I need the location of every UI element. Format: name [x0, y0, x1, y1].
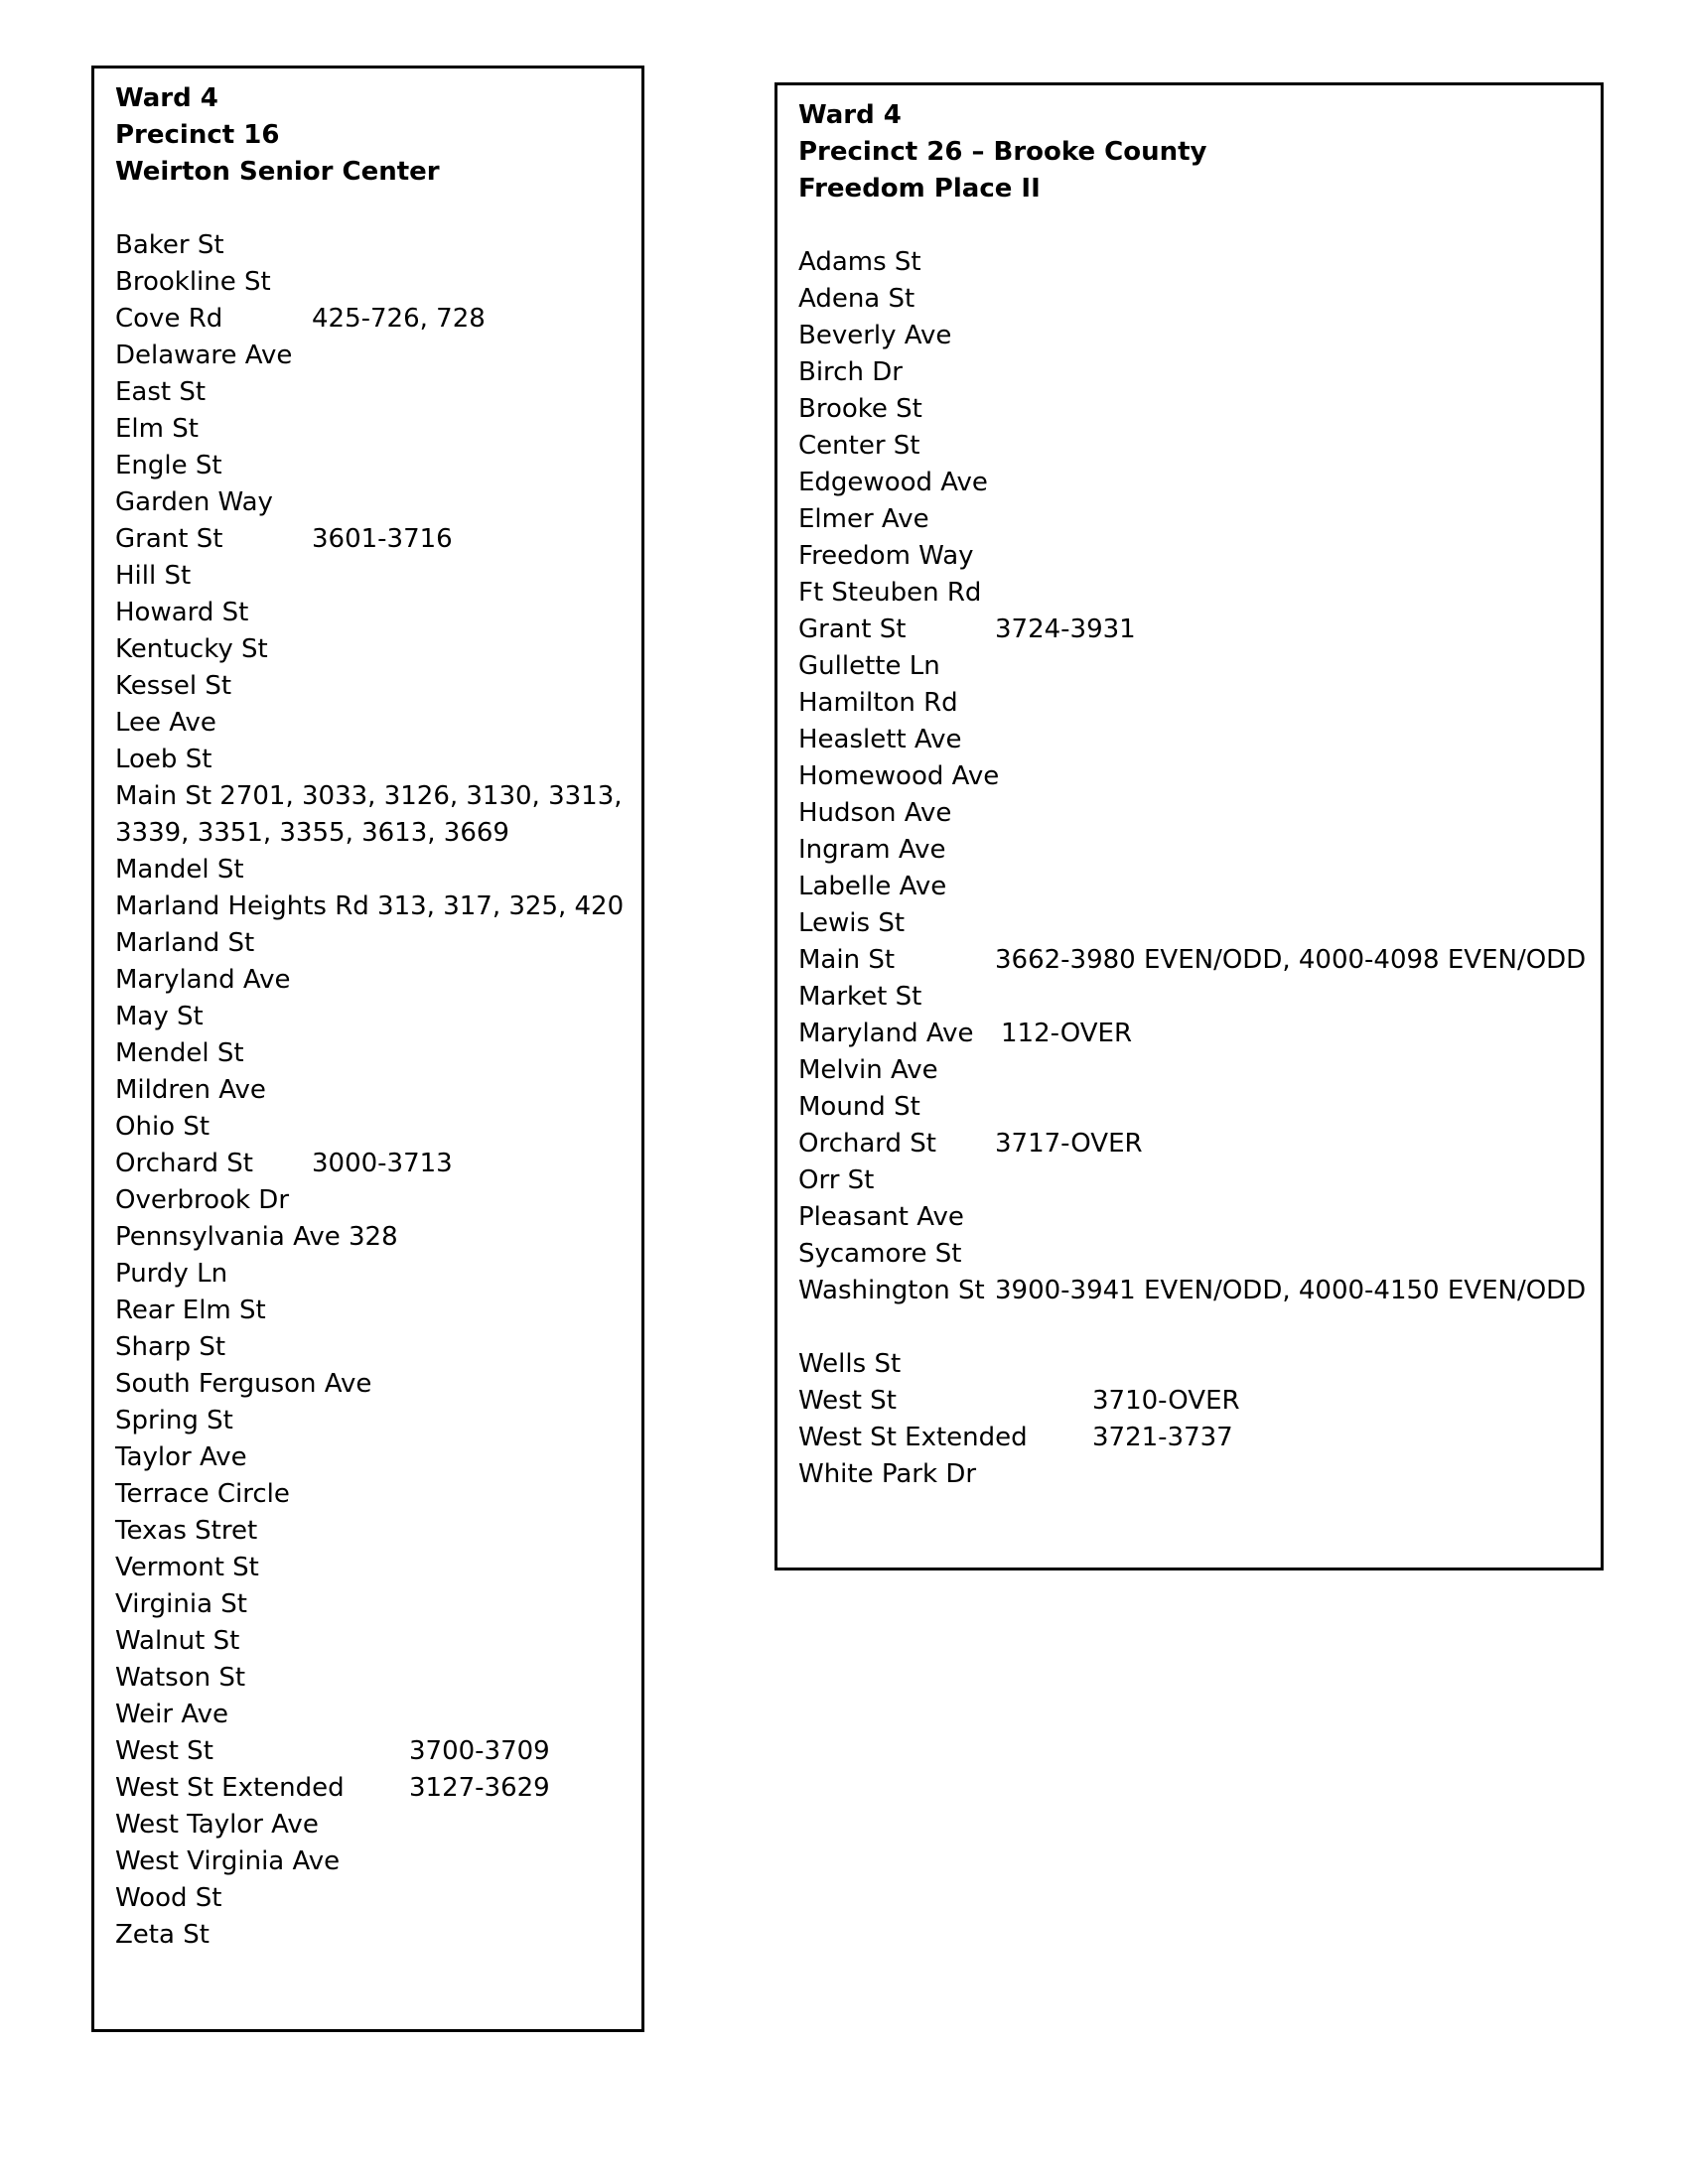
address-range: 3721-3737 — [1092, 1423, 1233, 1452]
street-name: Main St — [798, 945, 896, 975]
address-range: 3724-3931 — [995, 614, 1136, 644]
street-row — [115, 631, 641, 668]
street-row — [115, 301, 641, 338]
street-name: Purdy Ln — [115, 1259, 228, 1289]
street-name: Engle St — [115, 451, 222, 480]
address-range: 3900-3941 EVEN/ODD, 4000-4150 EVEN/ODD — [995, 1276, 1587, 1305]
street-row — [798, 465, 1601, 501]
street-name: Mandel St — [115, 855, 244, 885]
street-name: West Virginia Ave — [115, 1846, 341, 1876]
street-name: Ft Steuben Rd — [798, 578, 982, 608]
street-name: Delaware Ave — [115, 341, 293, 370]
street-name: Watson St — [115, 1663, 246, 1693]
street-row — [798, 832, 1601, 869]
street-name: Maryland Ave — [115, 965, 291, 995]
street-name: Sycamore St — [798, 1239, 962, 1269]
street-name: Vermont St — [115, 1553, 259, 1582]
street-name: Kessel St — [115, 671, 232, 701]
street-row — [115, 595, 641, 631]
street-name: Lee Ave — [115, 708, 216, 738]
ward-title: Ward 4 — [798, 100, 902, 130]
street-row — [798, 648, 1601, 685]
street-row — [115, 558, 641, 595]
street-name: West St — [115, 1736, 213, 1766]
street-row — [115, 1843, 641, 1880]
street-name: Birch Dr — [798, 357, 903, 387]
street-name: Garden Way — [115, 487, 273, 517]
street-row — [115, 705, 641, 742]
street-row — [115, 888, 641, 925]
street-row — [798, 391, 1601, 428]
street-name: Adena St — [798, 284, 915, 314]
street-name: Zeta St — [115, 1920, 210, 1950]
street-row — [115, 1733, 641, 1770]
street-row — [798, 1273, 1601, 1309]
street-name: Spring St — [115, 1406, 233, 1435]
street-row — [115, 1623, 641, 1660]
street-name: Pleasant Ave — [798, 1202, 964, 1232]
precinct-26-box — [774, 82, 1604, 1570]
street-row — [115, 264, 641, 301]
street-name: Brooke St — [798, 394, 922, 424]
street-row — [115, 925, 641, 962]
precinct-title: Precinct 16 — [115, 120, 280, 150]
ward-title: Ward 4 — [115, 83, 218, 113]
address-range: 425-726, 728 — [312, 304, 486, 334]
street-name: West Taylor Ave — [115, 1810, 319, 1840]
street-name: Rear Elm St — [115, 1296, 266, 1325]
address-range: 3717-OVER — [995, 1129, 1143, 1159]
street-name: Ohio St — [115, 1112, 211, 1142]
street-row — [115, 1917, 641, 1954]
street-row — [115, 1072, 641, 1109]
street-name: Baker St — [115, 230, 224, 260]
street-name: Elmer Ave — [798, 504, 929, 534]
street-name: Howard St — [115, 598, 249, 627]
street-row — [115, 1256, 641, 1293]
street-row — [115, 1109, 641, 1146]
street-row — [115, 1807, 641, 1843]
street-name: Maryland Ave — [798, 1019, 974, 1048]
street-row — [798, 869, 1601, 905]
street-row — [798, 244, 1601, 281]
street-row — [798, 1052, 1601, 1089]
street-row — [115, 1770, 641, 1807]
street-row — [115, 448, 641, 484]
street-name: Wells St — [798, 1349, 902, 1379]
street-name: Homewood Ave — [798, 761, 1000, 791]
street-name: East St — [115, 377, 207, 407]
street-name: Mendel St — [115, 1038, 244, 1068]
street-name: Grant St — [798, 614, 907, 644]
street-name: Heaslett Ave — [798, 725, 962, 754]
street-row — [798, 942, 1601, 979]
street-name: Market St — [798, 982, 922, 1012]
street-name: Weir Ave — [115, 1700, 229, 1729]
street-row — [798, 575, 1601, 612]
street-row — [798, 428, 1601, 465]
street-row — [798, 1126, 1601, 1162]
street-row — [798, 612, 1601, 648]
street-name: West St Extended — [798, 1423, 1028, 1452]
street-row — [798, 722, 1601, 758]
street-name: Melvin Ave — [798, 1055, 938, 1085]
street-name: Washington St — [798, 1276, 985, 1305]
street-name: Pennsylvania Ave 328 — [115, 1222, 398, 1252]
street-row — [798, 501, 1601, 538]
polling-location: Weirton Senior Center — [115, 157, 440, 187]
address-range: 3601-3716 — [312, 524, 453, 554]
street-name: White Park Dr — [798, 1459, 977, 1489]
street-name: Center St — [798, 431, 920, 461]
street-row — [115, 338, 641, 374]
street-row — [115, 227, 641, 264]
street-row — [798, 281, 1601, 318]
street-name: Orchard St — [798, 1129, 936, 1159]
street-name: Marland Heights Rd 313, 317, 325, 420 — [115, 891, 625, 921]
street-name: Hill St — [115, 561, 192, 591]
address-range: 3710-OVER — [1092, 1386, 1240, 1416]
street-name: Grant St — [115, 524, 223, 554]
street-name: Terrace Circle — [115, 1479, 290, 1509]
street-row — [798, 1016, 1601, 1052]
street-list — [798, 244, 1601, 1493]
street-row — [798, 1456, 1601, 1493]
street-row — [115, 1403, 641, 1439]
street-name: Kentucky St — [115, 634, 268, 664]
street-row — [115, 521, 641, 558]
street-name: Walnut St — [115, 1626, 240, 1656]
street-name: Texas Stret — [115, 1516, 258, 1546]
address-range: 3700-3709 — [409, 1736, 550, 1766]
street-name: Brookline St — [115, 267, 271, 297]
street-name: Loeb St — [115, 745, 212, 774]
street-row — [798, 1346, 1601, 1383]
street-row — [115, 1293, 641, 1329]
street-name: South Ferguson Ave — [115, 1369, 372, 1399]
street-row — [798, 979, 1601, 1016]
street-row — [798, 318, 1601, 354]
street-name: Elm St — [115, 414, 199, 444]
street-row — [115, 1146, 641, 1182]
street-row — [798, 1089, 1601, 1126]
street-row — [115, 742, 641, 778]
street-name: Cove Rd — [115, 304, 223, 334]
street-name: West St — [798, 1386, 897, 1416]
polling-location: Freedom Place II — [798, 174, 1041, 204]
street-name: Orr St — [798, 1165, 875, 1195]
address-range: 3127-3629 — [409, 1773, 550, 1803]
street-row — [798, 685, 1601, 722]
street-row — [115, 1329, 641, 1366]
street-row — [115, 1513, 641, 1550]
address-range: 3662-3980 EVEN/ODD, 4000-4098 EVEN/ODD — [995, 945, 1587, 975]
street-name: Taylor Ave — [115, 1442, 247, 1472]
street-row — [115, 1586, 641, 1623]
street-name: Virginia St — [115, 1589, 247, 1619]
street-name: May St — [115, 1002, 204, 1031]
address-range: 112-OVER — [1001, 1019, 1133, 1048]
street-name: Hudson Ave — [798, 798, 952, 828]
street-row — [798, 758, 1601, 795]
street-row — [115, 1660, 641, 1697]
street-row — [798, 1383, 1601, 1420]
street-row — [798, 905, 1601, 942]
street-name: Wood St — [115, 1883, 222, 1913]
street-name: Hamilton Rd — [798, 688, 958, 718]
street-row — [115, 1366, 641, 1403]
street-row — [115, 668, 641, 705]
street-name: Adams St — [798, 247, 921, 277]
street-name: Sharp St — [115, 1332, 226, 1362]
street-row — [798, 1162, 1601, 1199]
street-row — [115, 484, 641, 521]
street-row — [115, 1219, 641, 1256]
street-row — [798, 1420, 1601, 1456]
street-name: Beverly Ave — [798, 321, 952, 350]
precinct-title: Precinct 26 – Brooke County — [798, 137, 1207, 167]
street-name: Lewis St — [798, 908, 906, 938]
street-row — [798, 1199, 1601, 1236]
street-row — [115, 962, 641, 999]
street-name: Gullette Ln — [798, 651, 940, 681]
street-row — [115, 1476, 641, 1513]
street-row — [115, 1880, 641, 1917]
street-name: Labelle Ave — [798, 872, 947, 901]
street-row — [798, 795, 1601, 832]
street-row — [115, 1697, 641, 1733]
street-row — [115, 1035, 641, 1072]
street-name: Main St 2701, 3033, 3126, 3130, 3313, 3339, 3351, 3355, 3613, 3669 — [115, 781, 623, 848]
precinct-16-box — [91, 66, 644, 2032]
address-range: 3000-3713 — [312, 1149, 453, 1178]
street-row — [798, 354, 1601, 391]
street-name: West St Extended — [115, 1773, 345, 1803]
street-name: Mildren Ave — [115, 1075, 266, 1105]
street-name: Edgewood Ave — [798, 468, 988, 497]
street-list — [115, 227, 641, 1954]
street-name: Overbrook Dr — [115, 1185, 290, 1215]
street-row — [798, 1236, 1601, 1273]
street-row — [798, 538, 1601, 575]
street-name: Marland St — [115, 928, 255, 958]
street-row — [115, 852, 641, 888]
street-row — [115, 1550, 641, 1586]
street-name: Orchard St — [115, 1149, 253, 1178]
street-row — [115, 411, 641, 448]
street-row — [115, 1439, 641, 1476]
street-row — [115, 778, 641, 852]
street-name: Ingram Ave — [798, 835, 946, 865]
street-row — [115, 999, 641, 1035]
street-name: Freedom Way — [798, 541, 974, 571]
street-row — [115, 1182, 641, 1219]
street-row — [115, 374, 641, 411]
street-name: Mound St — [798, 1092, 920, 1122]
